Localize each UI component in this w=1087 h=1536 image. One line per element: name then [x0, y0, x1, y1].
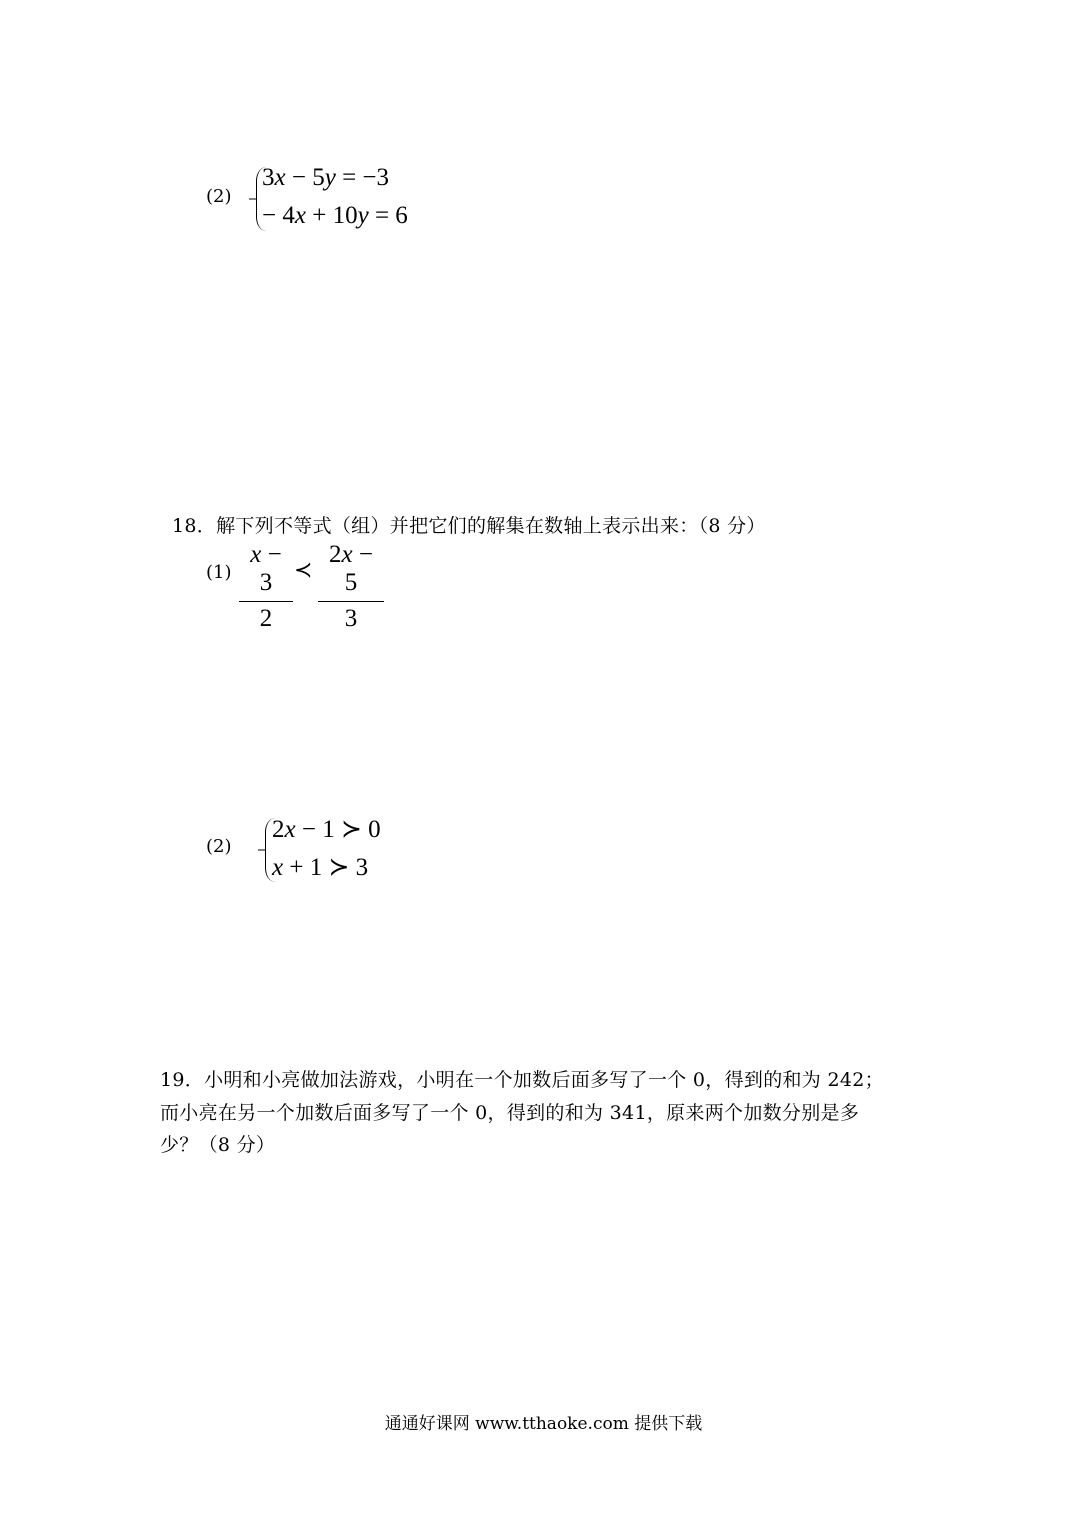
q17-part2-equation-2: − 4x + 10y = 6 [262, 202, 408, 229]
q18-part2-inequality-1: 2x − 1 ≻ 0 [272, 816, 381, 843]
footer-credit: 通通好课网 www.tthaoke.com 提供下载 [384, 1414, 703, 1434]
q18-part1-left-fraction: x − 3 2 [239, 541, 293, 633]
q18-part2-label: (2) [206, 836, 232, 857]
q18-part1-right-fraction: 2x − 5 3 [318, 541, 384, 633]
q18-part2-inequality-2: x + 1 ≻ 3 [272, 854, 369, 881]
q18-title: 18．解下列不等式（组）并把它们的解集在数轴上表示出来：（8 分） [172, 515, 766, 537]
q17-part2-label: (2) [206, 186, 232, 207]
q19-line-3: 少？（8 分） [160, 1134, 276, 1156]
q17-part2-equation-1: 3x − 5y = −3 [262, 164, 390, 191]
q19-line-2: 而小亮在另一个加数后面多写了一个 0，得到的和为 341，原来两个加数分别是多 [160, 1102, 860, 1124]
q19-line-1: 19．小明和小亮做加法游戏，小明在一个加数后面多写了一个 0，得到的和为 242； [160, 1069, 884, 1091]
q18-part1-relation: ≺ [294, 557, 313, 582]
q18-part1-label: (1) [206, 562, 232, 583]
